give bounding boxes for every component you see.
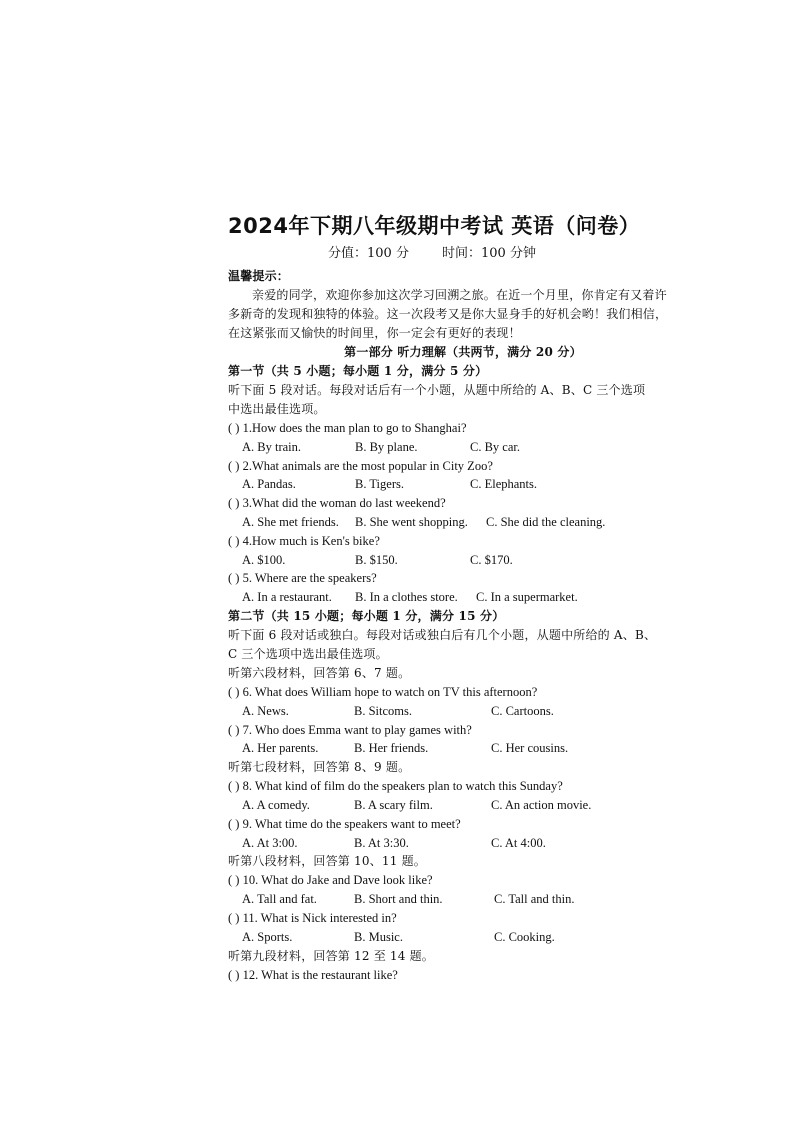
option-b: B. In a clothes store. xyxy=(355,590,458,605)
tips-line: 在这紧张而又愉快的时间里，你一定会有更好的表现！ xyxy=(228,326,521,340)
question-7: ( ) 7. Who does Emma want to play games with? xyxy=(228,722,472,737)
question-11: ( ) 11. What is Nick interested in? xyxy=(228,910,397,925)
question-2: ( ) 2.What animals are the most popular in City Zoo? xyxy=(228,458,493,473)
option-b: B. She went shopping. xyxy=(355,514,468,529)
option-c: C. In a supermarket. xyxy=(476,590,578,605)
option-c: C. She did the cleaning. xyxy=(486,514,606,529)
question-4: ( ) 4.How much is Ken's bike? xyxy=(228,533,380,548)
option-b: B. At 3:30. xyxy=(354,835,409,850)
options-8 xyxy=(228,796,698,815)
option-a: A. $100. xyxy=(242,552,286,567)
option-a: A. News. xyxy=(242,703,289,718)
option-a: A. In a restaurant. xyxy=(242,590,332,605)
question-8: ( ) 8. What kind of film do the speakers plan to watch this Sunday? xyxy=(228,779,563,794)
option-b: B. Her friends. xyxy=(354,741,429,756)
option-a: A. Her parents. xyxy=(242,741,319,756)
score-time-line: 分值：100 分 时间：100 分钟 xyxy=(328,246,536,261)
question-3: ( ) 3.What did the woman do last weekend? xyxy=(228,496,446,511)
option-c: C. Elephants. xyxy=(470,477,538,492)
option-c: C. By car. xyxy=(470,439,520,454)
options-9 xyxy=(228,834,698,853)
section2-title: 第二节（共 15 小题；每小题 1 分，满分 15 分） xyxy=(228,608,505,623)
options-5 xyxy=(228,588,698,607)
option-a: A. A comedy. xyxy=(242,797,310,812)
group-label: 听第七段材料，回答第 8、9 题。 xyxy=(228,760,411,775)
options-2 xyxy=(228,475,698,494)
option-b: B. Tigers. xyxy=(355,477,404,492)
section1-instruction: 中选出最佳选项。 xyxy=(228,402,326,416)
section1-title: 第一节（共 5 小题；每小题 1 分，满分 5 分） xyxy=(228,364,488,378)
section1-instruction: 听下面 5 段对话。每段对话后有一个小题，从题中所给的 A、B、C 三个选项 xyxy=(228,383,646,397)
exam-page xyxy=(228,210,698,984)
options-11 xyxy=(228,928,698,947)
option-b: B. Music. xyxy=(354,929,403,944)
options-6 xyxy=(228,702,698,721)
options-1 xyxy=(228,438,698,457)
option-b: B. A scary film. xyxy=(354,797,433,812)
group-label: 听第八段材料，回答第 10、11 题。 xyxy=(228,854,426,869)
option-c: C. An action movie. xyxy=(491,797,592,812)
option-c: C. Cartoons. xyxy=(491,703,554,718)
option-a: A. She met friends. xyxy=(242,514,339,529)
question-9: ( ) 9. What time do the speakers want to meet? xyxy=(228,816,461,831)
tips-heading: 温馨提示： xyxy=(228,269,290,283)
option-a: A. By train. xyxy=(242,439,302,454)
group-label: 听第九段材料，回答第 12 至 14 题。 xyxy=(228,948,434,963)
options-10 xyxy=(228,890,698,909)
option-c: C. Her cousins. xyxy=(491,741,569,756)
option-a: A. Tall and fat. xyxy=(242,892,317,907)
section2-instruction: 听下面 6 段对话或独白。每段对话或独白后有几个小题，从题中所给的 A、B、 xyxy=(228,627,657,642)
options-3 xyxy=(228,513,698,532)
option-b: B. Short and thin. xyxy=(354,892,443,907)
question-10: ( ) 10. What do Jake and Dave look like? xyxy=(228,873,433,888)
tips-line: 亲爱的同学，欢迎你参加这次学习回溯之旅。在近一个月里，你肯定有又着许 xyxy=(252,288,667,302)
option-a: A. At 3:00. xyxy=(242,835,298,850)
option-c: C. $170. xyxy=(470,552,513,567)
option-a: A. Sports. xyxy=(242,929,293,944)
option-b: B. By plane. xyxy=(355,439,418,454)
option-c: C. At 4:00. xyxy=(491,835,546,850)
section2-instruction: C 三个选项中选出最佳选项。 xyxy=(228,646,388,661)
option-c: C. Tall and thin. xyxy=(494,892,575,907)
question-6: ( ) 6. What does William hope to watch on TV this afternoon? xyxy=(228,684,538,699)
options-4 xyxy=(228,551,698,570)
question-5: ( ) 5. Where are the speakers? xyxy=(228,571,377,586)
part1-title: 第一部分 听力理解（共两节，满分 20 分） xyxy=(344,345,582,359)
options-7 xyxy=(228,739,698,758)
option-a: A. Pandas. xyxy=(242,477,296,492)
option-b: B. $150. xyxy=(355,552,398,567)
exam-title: 2024年下期八年级期中考试 英语（问卷） xyxy=(228,214,641,238)
question-12: ( ) 12. What is the restaurant like? xyxy=(228,967,398,982)
question-1: ( ) 1.How does the man plan to go to Shanghai? xyxy=(228,421,467,435)
option-b: B. Sitcoms. xyxy=(354,703,412,718)
option-c: C. Cooking. xyxy=(494,929,555,944)
group-label: 听第六段材料，回答第 6、7 题。 xyxy=(228,665,411,680)
tips-line: 多新奇的发现和独特的体验。这一次段考又是你大显身手的好机会哟！我们相信， xyxy=(228,307,668,321)
